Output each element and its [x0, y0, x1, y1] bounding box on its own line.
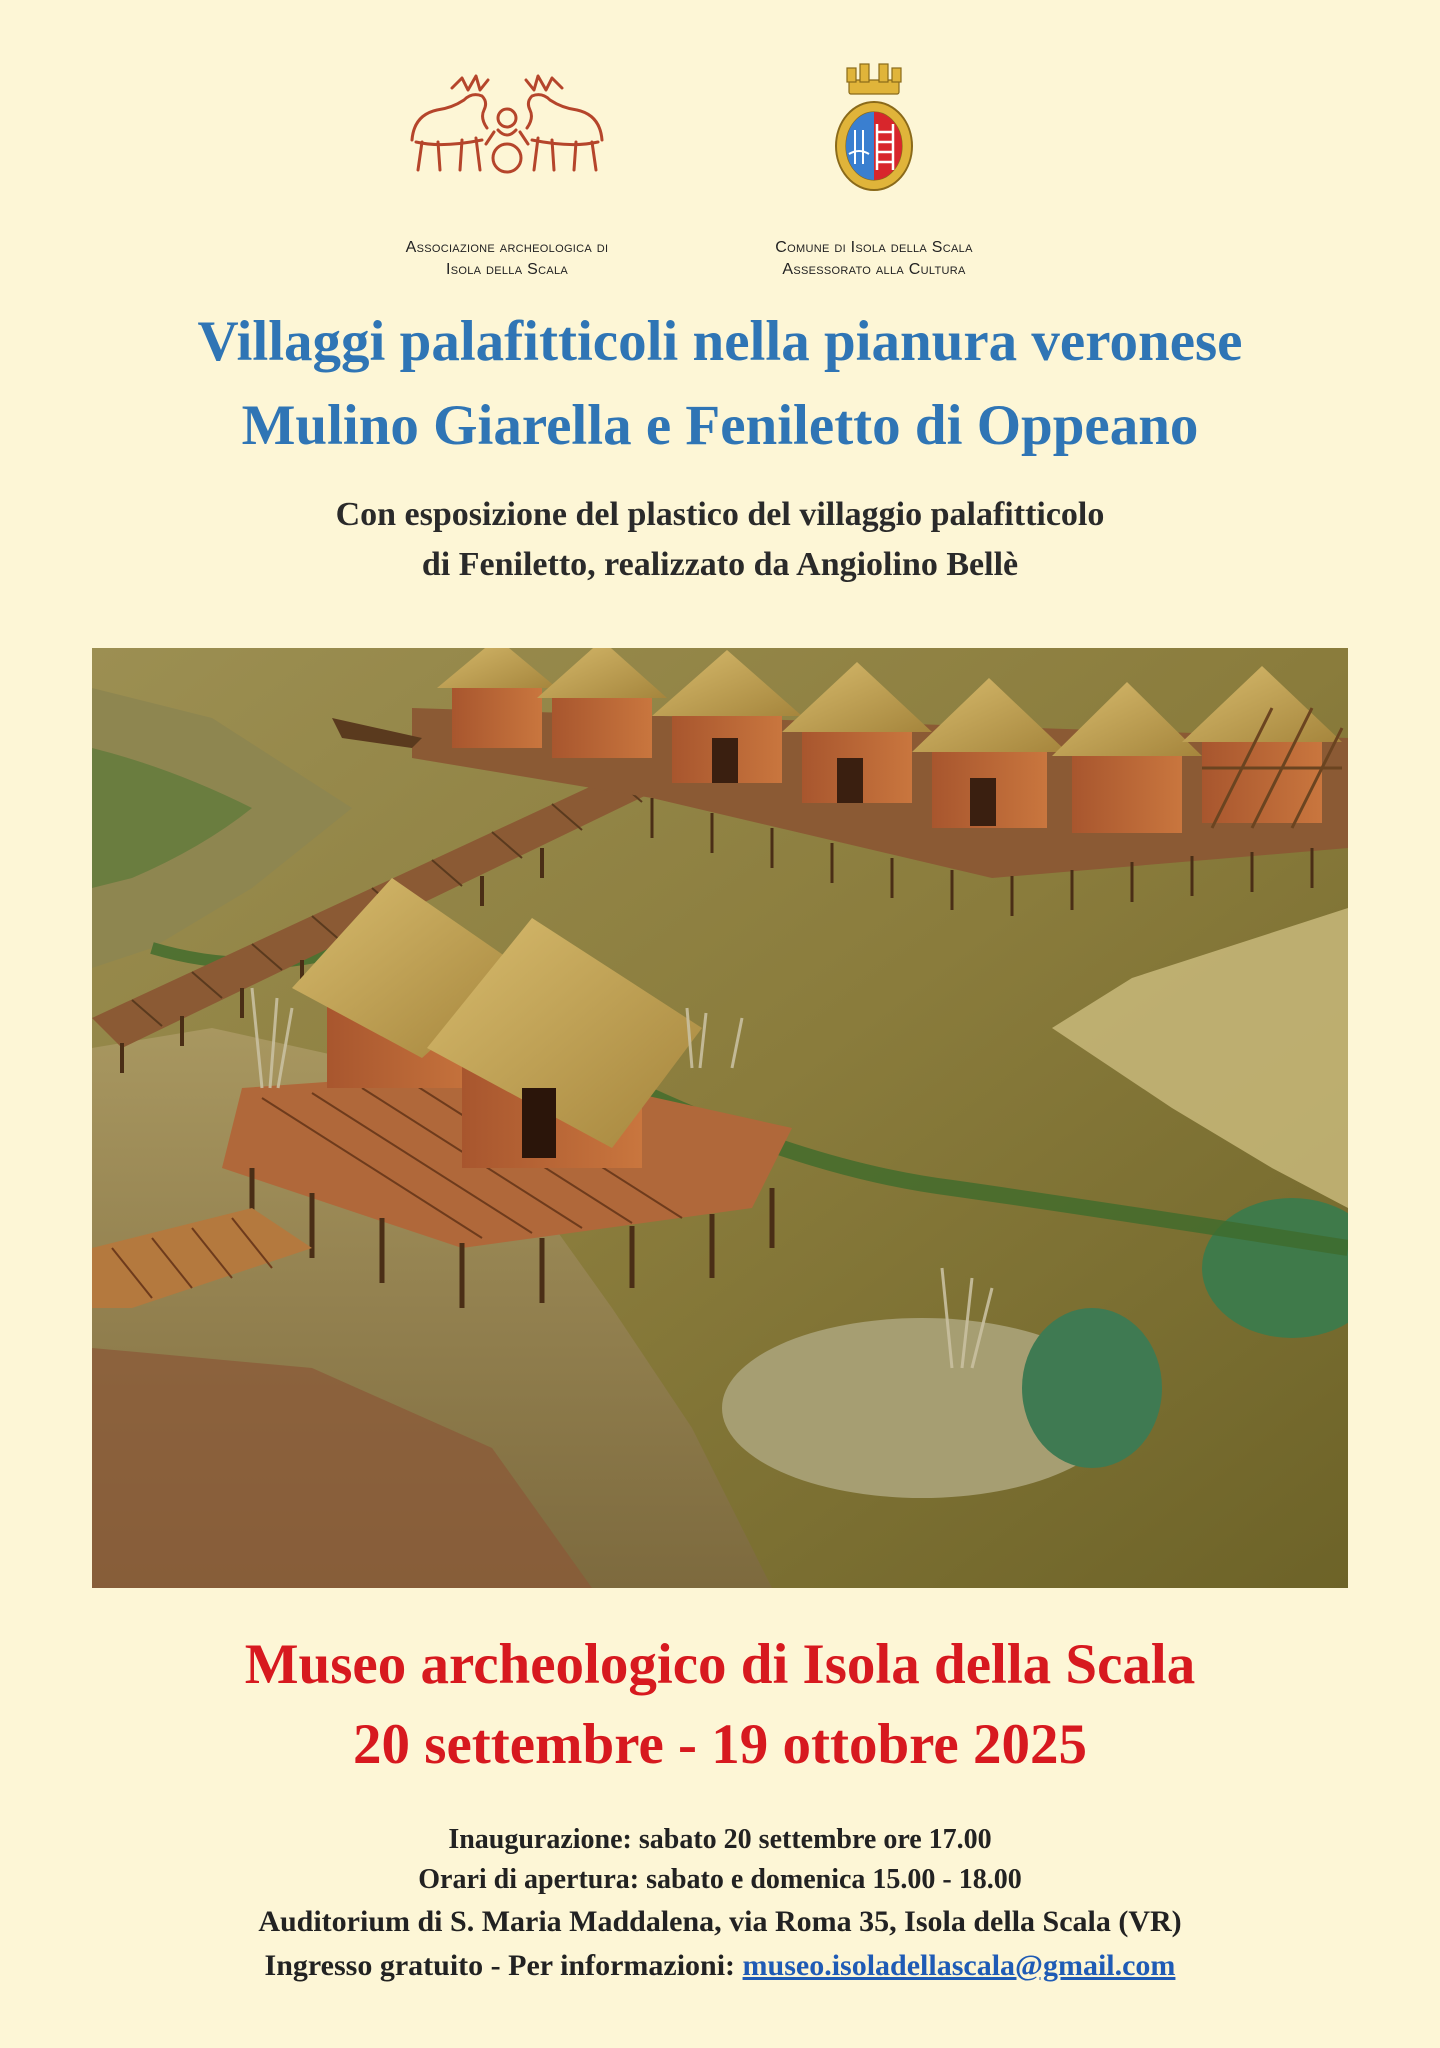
inauguration-info: Inaugurazione: sabato 20 settembre ore 17.00 — [448, 1824, 992, 1855]
subtitle-line-2: di Feniletto, realizzato da Angiolino Bellè — [421, 546, 1019, 583]
stilt-village-model-photo — [92, 648, 1348, 1588]
venue-name: Museo archeologico di Isola della Scala — [244, 1633, 1196, 1696]
comune-logo-block — [704, 55, 1044, 281]
exhibition-dates: 20 settembre - 19 ottobre 2025 — [353, 1713, 1087, 1776]
event-info — [0, 1820, 1440, 1988]
isola-della-scala-coat-of-arms-icon — [704, 55, 1044, 195]
bronze-horses-emblem-icon — [337, 55, 677, 195]
association-logo-block — [337, 55, 677, 281]
comune-name — [704, 237, 1044, 281]
exhibition-subtitle — [0, 490, 1440, 590]
association-name — [337, 237, 677, 281]
email-link[interactable]: museo.isoladellascala@gmail.com — [742, 1949, 1176, 1982]
exhibition-title — [0, 300, 1440, 468]
comune-name-line1: Comune di Isola della Scala — [775, 239, 973, 256]
opening-hours: Orari di apertura: sabato e domenica 15.00 - 18.00 — [418, 1864, 1022, 1895]
address-info: Auditorium di S. Maria Maddalena, via Roma 35, Isola della Scala (VR) — [258, 1905, 1182, 1938]
logos-header — [0, 55, 1440, 278]
title-line-1: Villaggi palafitticoli nella pianura veronese — [197, 310, 1243, 373]
entry-and-contact — [0, 1944, 1440, 1988]
venue-and-dates — [0, 1625, 1440, 1785]
association-name-line2: Isola della Scala — [445, 261, 569, 278]
subtitle-line-1: Con esposizione del plastico del villaggio palafitticolo — [335, 496, 1105, 533]
association-name-line1: Associazione archeologica di — [405, 239, 609, 256]
comune-name-line2: Assessorato alla Cultura — [782, 261, 966, 278]
entry-prefix: Ingresso gratuito - Per informazioni: — [264, 1949, 743, 1982]
title-line-2: Mulino Giarella e Feniletto di Oppeano — [241, 394, 1199, 457]
